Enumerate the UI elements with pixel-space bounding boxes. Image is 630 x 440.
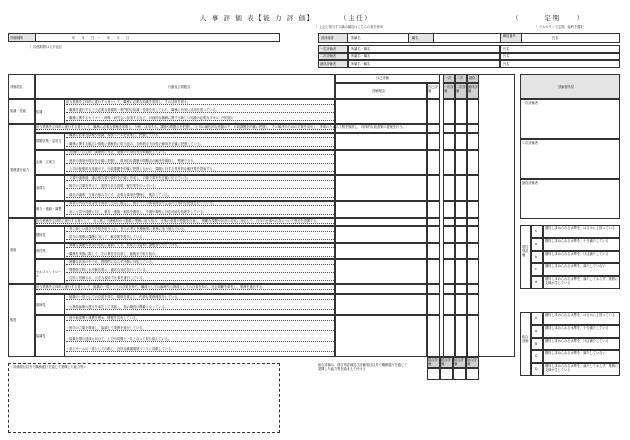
period-note: ！評価期間は元号表記 (30, 45, 62, 49)
rater-name-cell[interactable] (500, 60, 620, 68)
self-reason-input[interactable] (335, 294, 427, 315)
rater-col-head-label: 最終 (469, 76, 476, 80)
rater-score-input[interactable] (455, 243, 467, 260)
evaluee-post-label: 職名 (412, 36, 419, 40)
self-score-input[interactable] (427, 124, 440, 133)
col-item-label: 評価項目 (10, 85, 23, 89)
rater-score-input[interactable] (443, 175, 455, 201)
self-reason-input[interactable] (335, 175, 427, 201)
rater-score-input[interactable] (443, 218, 455, 226)
overall-desc: 期待し求められる水準を、はるかに上回っている (545, 313, 616, 317)
total-input[interactable] (453, 368, 466, 380)
comment-header-label: 評価者所見 (558, 85, 574, 89)
rater-score-input[interactable] (443, 284, 455, 294)
rater-name: 氏名 (503, 54, 510, 59)
comment-box-final[interactable] (520, 179, 620, 219)
self-score-input[interactable] (427, 226, 440, 243)
rater-score-input[interactable] (455, 201, 467, 218)
behavior-line: ・困難な課題や状況の変化に直面しても、前向きな姿勢で最後までやりとげる。 (66, 243, 334, 248)
self-score-input[interactable] (427, 294, 440, 315)
rater-score-input[interactable] (467, 243, 479, 260)
self-reason-input[interactable] (335, 259, 427, 284)
comment-box-r2[interactable] (520, 139, 620, 179)
rater-org: 所属名・職名 (351, 54, 371, 59)
rater-score-input[interactable] (467, 226, 479, 243)
scale-desc: 期待し求められる水準を、満たしていない (545, 264, 606, 269)
behavior-line: ・文書や議事録、議会報告書や資料を正確に作成し、口頭で事実を正確に伝えている。 (66, 176, 334, 181)
rater-name: 氏名 (503, 61, 510, 66)
behavior-line: ・担当の業務の課題に対して、解決策を提示している。 (66, 235, 334, 240)
rater-score-input[interactable] (467, 201, 479, 218)
self-reason-input[interactable] (335, 133, 427, 150)
behavior-line: ・住民に信頼され、公正な視点で仕事を遂行している。 (66, 276, 334, 281)
behavior-line: ・常に新しい視点や手段を取り入れ、自らの考えを積極的に業務に取り組んでいる。 (66, 227, 334, 232)
overall-grade: A (535, 328, 538, 333)
rater-org-cell[interactable] (348, 45, 500, 53)
behavior-line: ・職務を遂行する上で必要な基礎的・専門的な知識・技術を有しており、職務に有効に活用を図っている。 (66, 108, 334, 113)
behavior-line: ・所に上司や同僚に対し、報告・連絡・相談を徹底し、不測や事態に対応可能な処理をしている。 (66, 210, 334, 215)
total-head-label: 総合評価 (441, 358, 451, 366)
pulldown-note: ！プルダウンで定期、臨時を選択 (536, 25, 584, 29)
self-reason-input[interactable] (335, 99, 427, 124)
sub-item-label: 積極性 (36, 232, 46, 237)
rater-score-input[interactable] (467, 99, 479, 124)
sub-item-label: 協調性 (36, 334, 46, 339)
rater-score-input[interactable] (467, 315, 479, 357)
behavior-line: ・公務員倫理の遵守を率先して実践し、他の職員の模範となっている。 (66, 305, 334, 310)
overall-desc: 期待し求められる水準を、満たしていない (545, 351, 606, 356)
self-score-input[interactable] (427, 218, 440, 226)
rater-score-input[interactable] (467, 150, 479, 176)
total-head-label: 総合評価 (454, 358, 464, 366)
behavior-line: ・困難な状況の中でも、感情的にならず冷静に対処している。 (66, 260, 334, 265)
rater-score-input[interactable] (443, 259, 455, 284)
self-reason-input[interactable] (335, 284, 427, 294)
behavior-line: ・組織の一員としての自覚を持ち、規律を重んじ、円滑な業務運営をしている。 (66, 295, 334, 300)
period-dates[interactable]: 年 月 日 ～ 年 月 日 (72, 35, 130, 40)
rater-score-input[interactable] (455, 133, 467, 150)
total-input[interactable] (466, 368, 479, 380)
behavior-line: ・相手の立場を尊重し、協調して業務を遂行している。 (66, 326, 334, 331)
scale-grade-cell (531, 225, 543, 238)
scale-grade: b (535, 254, 538, 259)
total-head-label: 総合評価 (467, 358, 477, 366)
sub-item-label: 情報収集・活用力 (36, 139, 62, 144)
self-reason-input[interactable] (335, 150, 427, 176)
total-input[interactable] (427, 368, 440, 380)
scale-desc: 期待し求められる水準を、満たしておらず、業務に支障が生じている (545, 277, 619, 286)
rater-score-input[interactable] (455, 218, 467, 226)
behavior-line: ・問題発生時にも冷静沈着に、適切な対応を行っている。 (66, 268, 334, 273)
scale-desc: 期待し求められる水準を、十分満たしている (545, 238, 609, 243)
category-label: 態度 (10, 317, 17, 322)
rater-name: 氏名 (503, 46, 510, 51)
rater-score-input[interactable] (455, 284, 467, 294)
rater-score-input[interactable] (455, 99, 467, 124)
comment-r2-label: 二次評価者 (522, 141, 538, 145)
evaluation-period-type[interactable]: （ 定期 ） (512, 14, 585, 22)
category-label: 知識・技能 (10, 108, 26, 113)
scale-grade: a (535, 241, 537, 246)
self-reason-input[interactable] (335, 124, 427, 133)
other-ability-box[interactable] (8, 363, 280, 433)
behavior-line: ・職務を実施に際して、その責任を自覚し、最後まで取り組む。 (66, 252, 334, 257)
rater-score-input[interactable] (467, 124, 479, 133)
evaluee-name-label: 氏名 (552, 36, 559, 40)
behavior-line: ・職務に関するセミナー・研修・研究会へ参加するなど、計画的な職務に関する新しい知識の必要なスキル（外国語） (66, 116, 334, 121)
rater-label: 最終評価者 (320, 61, 336, 66)
overall-desc: 期待し求められる水準を、ほぼ満たしている (545, 338, 609, 343)
overall-grade: S (535, 316, 538, 320)
behavior-line: ・上司の配慮的な役割の下、行政課題を的確に把握しながら、課題に対する具体的な解決策を提案する。 (66, 167, 334, 172)
rater-score-input[interactable] (455, 175, 467, 201)
overall-grade: C (535, 354, 538, 359)
overall-grade: B (535, 341, 538, 346)
behavior-line: ・組織目標の達成に向けて、上司や同僚と一丸となって取り組んでいる。 (66, 337, 334, 342)
col-self-reason-label: 評価理由 (372, 89, 385, 93)
overall-title: 総合評価 (522, 335, 529, 343)
evaluee-id-label: 職員番号 (503, 34, 516, 38)
self-reason-input[interactable] (335, 201, 427, 218)
usage-note: ！上記に相当する職の職員はこちらの表を使用 (316, 25, 383, 29)
total-head-label: 総合評価 (428, 358, 438, 366)
col-behavior-label: 行動及び着眼点 (168, 85, 191, 89)
self-score-input[interactable] (427, 243, 440, 260)
rater-score-input[interactable] (467, 133, 479, 150)
document-title: 人 事 評 価 表【能 力 評 価】 (200, 14, 315, 22)
behavior-line: ・最近の議事、文章の組み立て方、必要な事項を整理し、報告している。 (66, 193, 334, 198)
sub-item-label: 表現力 (36, 186, 46, 191)
evaluee-org-label: 所属名 (351, 36, 361, 40)
rater-score-input[interactable] (443, 133, 455, 150)
rater-name-cell[interactable] (500, 45, 620, 53)
scale-grade-cell (531, 238, 543, 251)
rater-col-sub-label: 一次評価 (444, 85, 454, 93)
rater-score-input[interactable] (443, 201, 455, 218)
rater-score-input[interactable] (467, 284, 479, 294)
rater-score-input[interactable] (467, 294, 479, 315)
self-score-input[interactable] (427, 150, 440, 176)
rater-score-input[interactable] (467, 218, 479, 226)
scale-grade: c (535, 267, 537, 272)
rater-col-sub-label: 二次評価 (456, 85, 466, 93)
rater-col-sub-label: 最終評価 (468, 85, 478, 93)
rater-score-input[interactable] (455, 150, 467, 176)
rater-name-cell[interactable] (500, 53, 620, 61)
rater-score-input[interactable] (443, 243, 455, 260)
rater-org-cell[interactable] (348, 60, 500, 68)
self-score-input[interactable] (427, 315, 440, 357)
category-label: 意欲 (10, 248, 17, 252)
rater-score-input[interactable] (467, 259, 479, 284)
rater-score-input[interactable] (443, 294, 455, 315)
sub-item-label: セルフコントロール (36, 269, 62, 278)
behavior-line: ・事業の内容や要望等を尋ねて上司に報告し、相手方との事業運営や生活の日常的な把握を行っている。 (66, 201, 334, 206)
sub-item-label: 知識 (36, 109, 43, 114)
scale-desc: 期待し求められる水準を、はるかに上回っている (545, 226, 616, 230)
overall-title-cell (520, 312, 531, 376)
rater-score-input[interactable] (455, 259, 467, 284)
sub-item-label: 企画・立案力 (36, 160, 56, 165)
overall-desc: 期待し求められる水準を、満たしておらず、業務に支障が生じている (545, 364, 619, 373)
overall-grade: D (535, 367, 538, 372)
self-reason-input[interactable] (335, 315, 427, 357)
rater-label: 一次評価者 (320, 46, 336, 51)
rater-score-input[interactable] (467, 175, 479, 201)
behavior-line: 担当業務を主体的に遂行する者として、組織の一員としての自覚を持ち、職員としての倫理や公務員としての自覚を持ち、社会規範を率先し、業務を遂行する。 (36, 285, 334, 290)
behavior-line: ・相手の立場を考えて、説得力ある説明・報告等を行っている。 (66, 184, 334, 189)
behavior-line: 担当業務を主体的に遂行する者として、自ら進んで積極的かつ果敢に業務に取り組み、仕事の意義や役割を自覚し、困難な課題や状況の変化に対応して、自分の仕事や行為について責任を発揮する。 (36, 219, 334, 224)
scale-desc: 期待し求められる水準を、ほぼ満たしている (545, 251, 609, 256)
self-reason-input[interactable] (335, 243, 427, 260)
self-score-input[interactable] (427, 99, 440, 124)
behavior-line: ・常にチームの一員として行動し、良好な職場環境づくりに貢献している。 (66, 347, 334, 352)
overall-note: 総合評価は、項目別評価及び評価項目以外で職務遂行を通じて発揮した能力等を踏まえて付ける (318, 363, 408, 372)
rater-score-input[interactable] (443, 315, 455, 357)
self-score-input[interactable] (427, 175, 440, 201)
rater-score-input[interactable] (455, 124, 467, 133)
self-score-input[interactable] (427, 259, 440, 284)
rater-score-input[interactable] (455, 315, 467, 357)
rater-score-input[interactable] (455, 226, 467, 243)
behavior-line: ・計画的・自主的・論理的に考え、施策の方向性等を明確化している。 (66, 150, 334, 155)
scale-title-cell (520, 225, 531, 289)
self-score-input[interactable] (427, 284, 440, 294)
rater-score-input[interactable] (443, 99, 455, 124)
scale-grade: d (535, 280, 538, 285)
rater-score-input[interactable] (443, 124, 455, 133)
sub-item-label: 規律性 (36, 302, 46, 307)
behavior-line: 担当業務を主体的に遂行する者として、職務に必要な情報を収集し、分析、活用する。課題や問題点を把握し、上司の補佐的な役割の下、行政課題を的確に把握し、その解決のための方策を見出し、実現のための工程を検討し、具体的な改善策の提案を行う。 (36, 124, 406, 129)
rater-col-head-label: 一次 (445, 76, 452, 80)
other-ability-label: ＜評価項目以外で職務遂行を通じて発揮した能力等＞ (10, 365, 87, 369)
evaluee-label: 被評価者 (321, 36, 334, 40)
behavior-line: ・職務に関する幅広い情報に積極的に取り組み、全般的な方向性の動向を正確に把握している。 (66, 142, 334, 147)
behavior-line: ・職務に必要な情報や知識、現況ニーズを収集し、把握している。 (66, 133, 334, 138)
sub-item-label: 個力・連絡・調整 (36, 207, 62, 212)
self-score-input[interactable] (427, 133, 440, 150)
col-self-score-label: 自己評価 (428, 85, 438, 93)
self-reason-input[interactable] (335, 226, 427, 243)
rater-org-cell[interactable] (348, 53, 500, 61)
overall-desc: 期待し求められる水準を、十分満たしている (545, 325, 609, 330)
rater-score-input[interactable] (443, 150, 455, 176)
rater-org: 所属名・職名 (351, 46, 371, 51)
total-input[interactable] (440, 368, 453, 380)
document-type: （主任） (340, 14, 373, 22)
col-self-label: 自己評価 (376, 76, 389, 80)
category-label: 業務遂行能力 (10, 168, 30, 172)
scale-grade-cell (531, 263, 543, 276)
rater-label: 二次評価者 (320, 54, 336, 59)
comment-final-label: 最終評価者 (522, 181, 538, 185)
scale-grade: s (535, 229, 537, 233)
rater-score-input[interactable] (455, 294, 467, 315)
rater-col-head-label: 二次 (457, 76, 464, 80)
behavior-line: ・進捗の事項や現状を正確に把握し、現実的な課題や問題点の解決を期待し、整理できる。 (66, 159, 334, 164)
self-reason-input[interactable] (335, 218, 427, 226)
evaluee-box (318, 33, 620, 43)
comment-r1-label: 一次評価者 (522, 101, 538, 105)
self-score-input[interactable] (427, 201, 440, 218)
rater-org: 所属名・職名 (351, 61, 371, 66)
scale-title: 項目別評価 (522, 245, 529, 257)
comment-box-r1[interactable] (520, 99, 620, 139)
sub-item-label: 責任感 (36, 249, 46, 253)
behavior-line: ・他や他部署と連携を強め、情報を共有している。 (66, 316, 334, 321)
rater-score-input[interactable] (443, 226, 455, 243)
period-label: 評価期間 (10, 35, 23, 40)
behavior-line: 担当業務を主体的に遂行する者として、職務に必要な知識を習得し、その活用を図る。 (66, 100, 334, 105)
